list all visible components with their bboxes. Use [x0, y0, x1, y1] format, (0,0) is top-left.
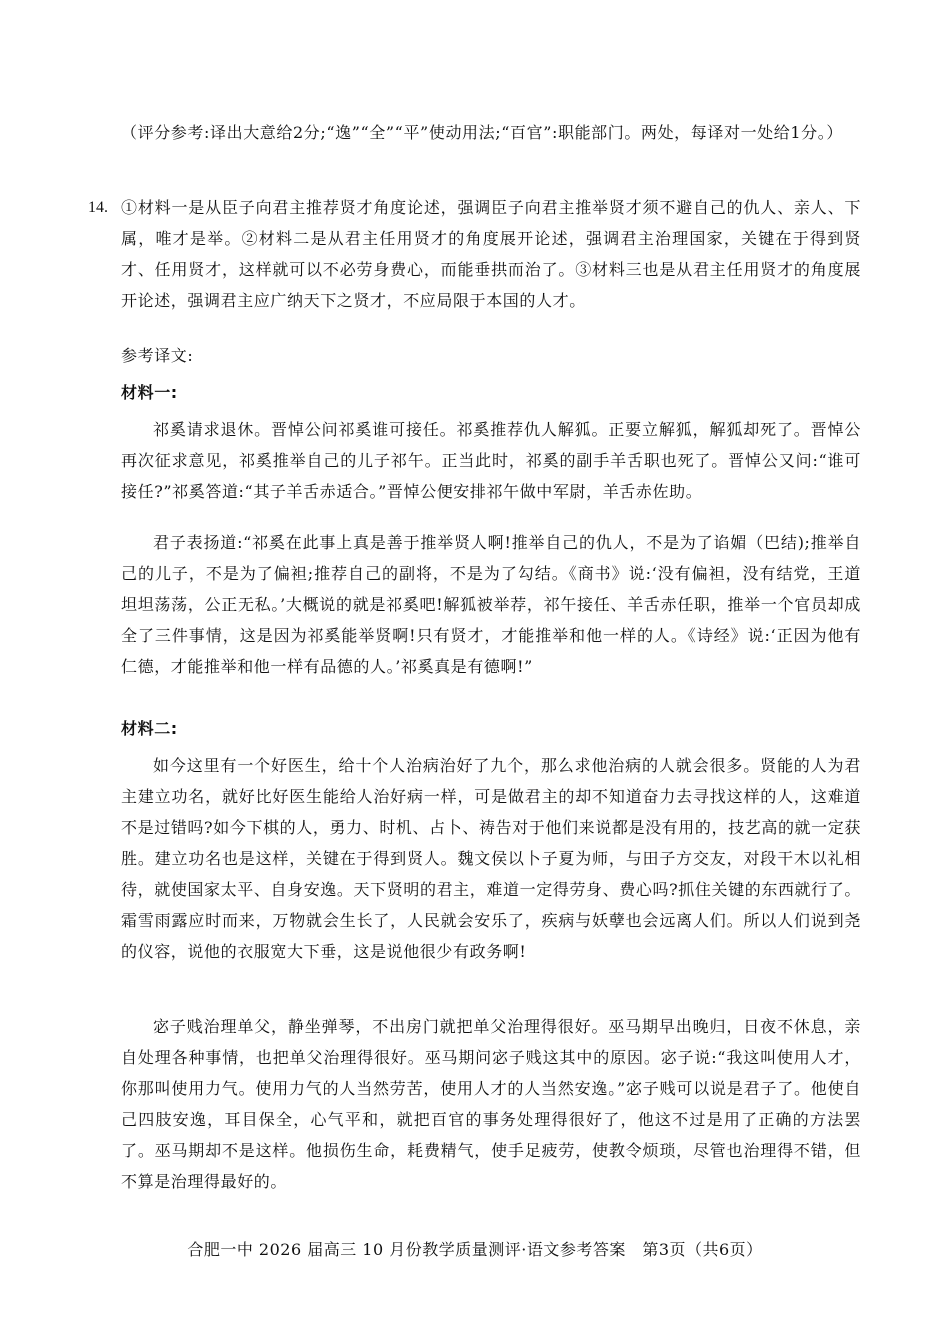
question-14-answer: ①材料一是从臣子向君主推荐贤才角度论述，强调臣子向君主推举贤才须不避自己的仇人、亲人、下属，唯才是举。②材料二是从君主任用贤才的角度展开论述，强调君主治理国家，关键在于得到贤才、任用贤才，这样就可以不必劳身费心，而能垂拱而治了。③材料三也是从君主任用贤才的角度展开论述，强调君主应广纳天下之贤才，不应局限于本国的人才。	[121, 198, 861, 310]
material-1-title: 材料一:	[121, 383, 178, 402]
translation-label: 参考译文:	[121, 346, 194, 365]
page-footer: 合肥一中 2026 届高三 10 月份教学质量测评·语文参考答案 第3页（共6页）	[187, 1240, 763, 1259]
material-1-paragraph-2: 君子表扬道:“祁奚在此事上真是善于推举贤人啊!推举自己的仇人，不是为了谄媚（巴结);推举自己的儿子，不是为了偏袒;推荐自己的副将，不是为了勾结。《商书》说:‘没有偏袒，没有结党，王道坦坦荡荡，公正无私。’大概说的就是祁奚吧!解狐被举荐，祁午接任、羊舌赤任职，推举一个官员却成全了三件事情，这是因为祁奚能举贤啊!只有贤才，才能推举和他一样的人。《诗经》说:‘正因为他有仁德，才能推举和他一样有品德的人。’祁奚真是有德啊!”	[121, 533, 861, 676]
scoring-note: （评分参考:译出大意给2分;“逸”“全”“平”使动用法;“百官”:职能部门。两处，每译对一处给1分。）	[121, 123, 843, 142]
material-2-title: 材料二:	[121, 719, 178, 738]
material-2-paragraph-1: 如今这里有一个好医生，给十个人治病治好了九个，那么求他治病的人就会很多。贤能的人为君主建立功名，就好比好医生能给人治好病一样，可是做君主的却不知道奋力去寻找这样的人，这难道不是过错吗?如今下棋的人，勇力、时机、占卜、祷告对于他们来说都是没有用的，技艺高的就一定获胜。建立功名也是这样，关键在于得到贤人。魏文侯以卜子夏为师，与田子方交友，对段干木以礼相待，就使国家太平、自身安逸。天下贤明的君主，难道一定得劳身、费心吗?抓住关键的东西就行了。霜雪雨露应时而来，万物就会生长了，人民就会安乐了，疾病与妖孽也会远离人们。所以人们说到尧的仪容，说他的衣服宽大下垂，这是说他很少有政务啊!	[121, 756, 861, 961]
material-1-paragraph-1: 祁奚请求退休。晋悼公问祁奚谁可接任。祁奚推荐仇人解狐。正要立解狐，解狐却死了。晋悼公再次征求意见，祁奚推举自己的儿子祁午。正当此时，祁奚的副手羊舌职也死了。晋悼公又问:“谁可接任?”祁奚答道:“其子羊舌赤适合。”晋悼公便安排祁午做中军尉，羊舌赤佐助。	[121, 420, 861, 501]
question-number: 14.	[88, 199, 108, 216]
material-2-paragraph-2: 宓子贱治理单父，静坐弹琴，不出房门就把单父治理得很好。巫马期早出晚归，日夜不休息，亲自处理各种事情，也把单父治理得很好。巫马期问宓子贱这其中的原因。宓子说:“我这叫使用人才，你那叫使用力气。使用力气的人当然劳苦，使用人才的人当然安逸。”宓子贱可以说是君子了。他使自己四肢安逸，耳目保全，心气平和，就把百官的事务处理得很好了，他这不过是用了正确的方法罢了。巫马期却不是这样。他损伤生命，耗费精气，使手足疲劳，使教令烦琐，尽管也治理得不错，但不算是治理得最好的。	[121, 1017, 861, 1191]
